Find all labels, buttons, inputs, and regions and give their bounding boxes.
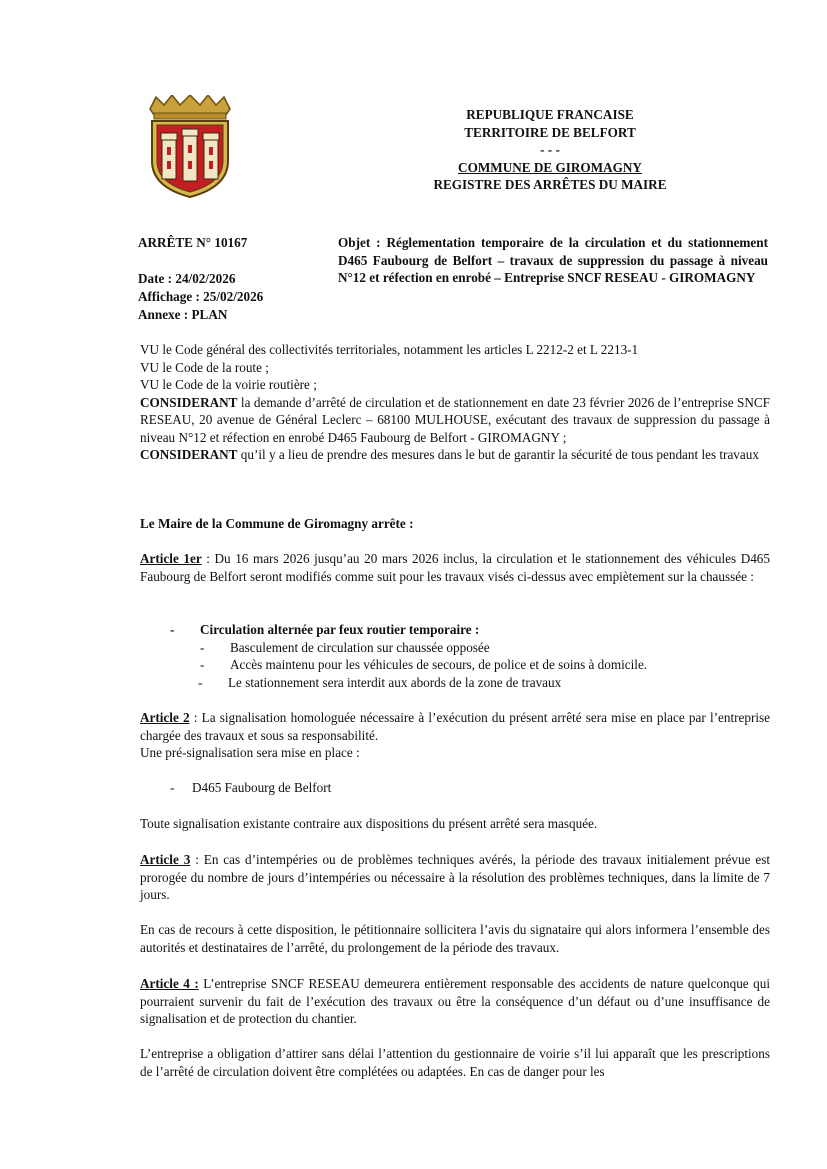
article-4: [140, 975, 770, 1028]
preamble-vu-route: VU le Code de la route ;: [140, 359, 269, 375]
header-commune: COMMUNE DE GIROMAGNY: [458, 159, 642, 175]
decree-display-date: Affichage : 25/02/2026: [138, 289, 264, 304]
decision-heading: Le Maire de la Commune de Giromagny arrête :: [140, 516, 414, 531]
decree-annex: Annexe : PLAN: [138, 307, 228, 322]
preamble-considerant-1: [140, 394, 770, 447]
list-item: - Basculement de circulation sur chaussée opposée: [200, 639, 490, 655]
article-2-label: Article 2: [140, 710, 190, 725]
list-item: - Le stationnement sera interdit aux abords de la zone de travaux: [198, 674, 562, 690]
header-republic: REPUBLIQUE FRANCAISE: [466, 107, 634, 122]
article-2-presignal: Une pré-signalisation sera mise en place :: [140, 745, 360, 760]
article-3: [140, 851, 770, 904]
coat-of-arms-icon: [142, 95, 238, 199]
header-territory: TERRITOIRE DE BELFORT: [464, 124, 636, 140]
header-separator: - - -: [540, 142, 560, 157]
preamble: [140, 341, 770, 464]
decree-meta: [138, 234, 318, 324]
list-item: - D465 Faubourg de Belfort: [170, 780, 332, 795]
considerant-label: CONSIDERANT: [140, 394, 238, 410]
article-4-obligation: L’entreprise a obligation d’attirer sans délai l’attention du gestionnaire de voirie s’il lui apparaît que les prescriptions de l’arrêté de circulation doivent être complétées ou adaptées. En cas de danger pour les: [140, 1046, 770, 1079]
coat-of-arms-logo: [142, 95, 238, 199]
list-item-label: Le stationnement sera interdit aux abords de la zone de travaux: [228, 674, 562, 690]
list-item: - Accès maintenu pour les véhicules de secours, de police et de soins à domicile.: [200, 657, 648, 672]
article-1-text: : Du 16 mars 2026 jusqu’au 20 mars 2026 inclus, la circulation et le stationnement des véhicules D465 Faubourg de Belfort seront modifiés comme suit pour les travaux visés ci-dessus avec empiètement sur la chaussée :: [140, 551, 770, 584]
article-1-list: [170, 621, 647, 691]
considerant-text: la demande d’arrêté de circulation et de stationnement en date 23 février 2026 de l’entreprise SNCF RESEAU, 20 avenue de Général Leclerc – 68100 MULHOUSE, exécutant des travaux de suppression du passage à niveau N°12 et réfection en enrobé D465 Faubourg de Belfort - GIROMAGNY ;: [140, 394, 770, 445]
article-2: [140, 709, 770, 762]
list-item-label: D465 Faubourg de Belfort: [192, 780, 332, 795]
list-item-label: Circulation alternée par feux routier temporaire :: [200, 622, 480, 637]
considerant-text: qu’il y a lieu de prendre des mesures dans le but de garantir la sécurité de tous pendant les travaux: [237, 447, 759, 462]
article-4-label: Article 4 :: [140, 976, 199, 991]
article-3-label: Article 3: [140, 852, 191, 867]
considerant-label: CONSIDERANT: [140, 447, 238, 462]
header-registry: REGISTRE DES ARRÊTES DU MAIRE: [433, 177, 667, 192]
article-3-recours: En cas de recours à cette disposition, le pétitionnaire sollicitera l’avis du signataire qui alors informera l’ensemble des autorités et destinataires de l’arrêté, du prolongement de la période des travaux.: [140, 922, 770, 955]
article-1-label: Article 1er: [140, 551, 202, 566]
list-item: - Circulation alternée par feux routier temporaire :: [170, 622, 480, 637]
preamble-vu-cgct: VU le Code général des collectivités territoriales, notamment les articles L 2212-2 et L 2213-1: [140, 342, 639, 357]
preamble-vu-voirie: VU le Code de la voirie routière ;: [140, 377, 317, 392]
decree-subject: Objet : Réglementation temporaire de la circulation et du stationnement D465 Faubourg de Belfort – travaux de suppression du passage à niveau N°12 et réfection en enrobé – Entreprise SNCF RESEAU - GIROMAGNY: [338, 235, 768, 285]
article-2-masked: Toute signalisation existante contraire aux dispositions du présent arrêté sera masquée.: [140, 816, 598, 831]
article-1: [140, 550, 770, 585]
article-2-list: [170, 779, 331, 797]
article-3-text: : En cas d’intempéries ou de problèmes techniques avérés, la période des travaux initialement prévue est prorogée du nombre de jours d’intempéries ou nécessaire à la résolution des problèmes techniques, dans la limite de 7 jours.: [140, 852, 770, 902]
document-header: [360, 106, 740, 194]
list-item-label: Accès maintenu pour les véhicules de secours, de police et de soins à domicile.: [230, 657, 648, 672]
preamble-considerant-2: [140, 446, 770, 464]
list-item-label: Basculement de circulation sur chaussée opposée: [230, 639, 490, 655]
decree-date: Date : 24/02/2026: [138, 271, 236, 286]
decree-number: ARRÊTE N° 10167: [138, 235, 248, 250]
article-4-text: L’entreprise SNCF RESEAU demeurera entièrement responsable des accidents de nature quelconque qui pourraient survenir du fait de l’exécution des travaux ou être la conséquence d’un défaut ou d’une insuffisance de signalisation et de protection du chantier.: [140, 976, 770, 1026]
article-2-text: : La signalisation homologuée nécessaire à l’exécution du présent arrêté sera mise en place par l’entreprise chargée des travaux et sous sa responsabilité.: [140, 710, 770, 743]
